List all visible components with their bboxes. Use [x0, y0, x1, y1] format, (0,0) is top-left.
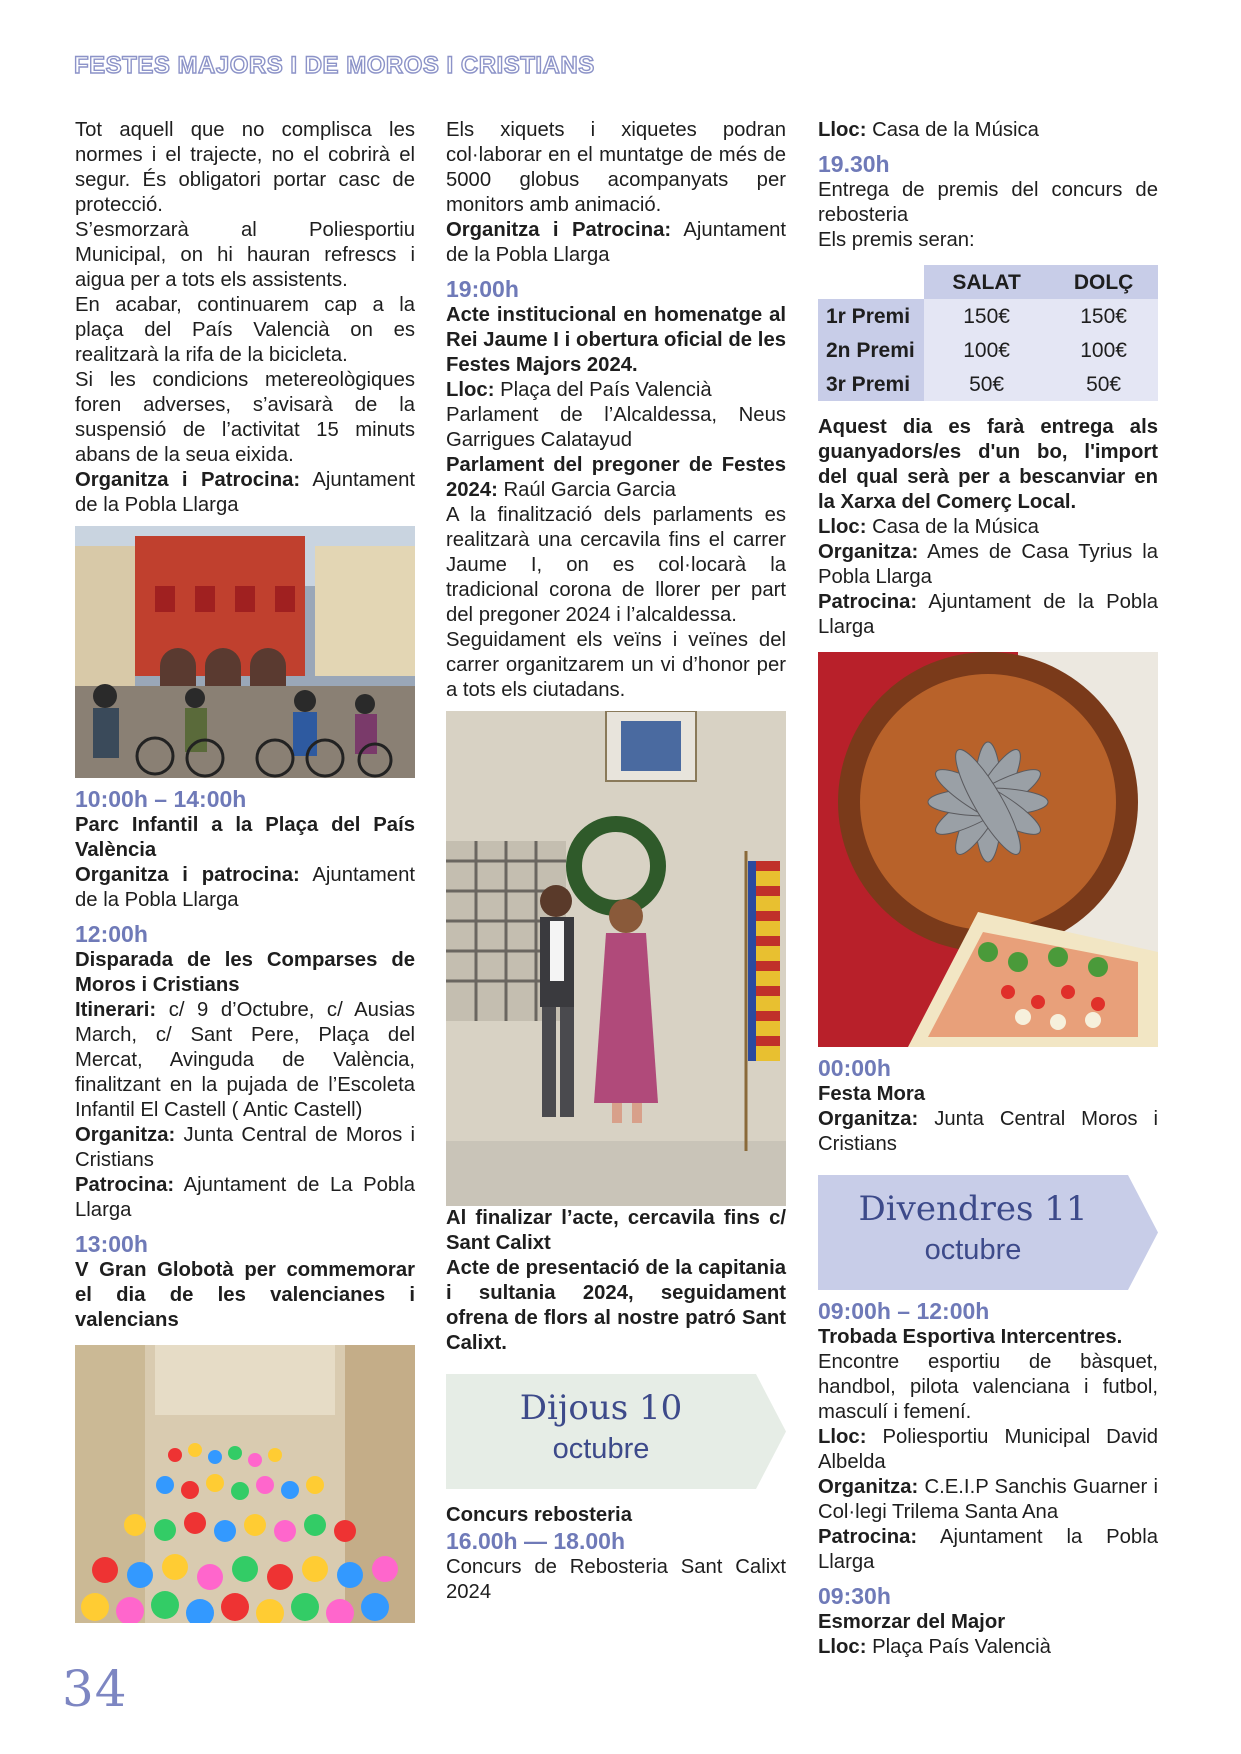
prizes-intro: Els premis seran: — [818, 229, 975, 251]
location-label: Lloc: — [818, 1636, 867, 1658]
location-value: Plaça País Valencià — [866, 1636, 1051, 1658]
banner-month: octubre — [552, 1433, 650, 1465]
herald-line — [446, 453, 786, 503]
organizer-value: Ajuntament de la Pobla Llarga — [446, 219, 786, 266]
event-time: 16.00h — 18.00h — [446, 1528, 625, 1554]
table-row — [818, 299, 1158, 333]
location-line — [818, 1635, 1158, 1660]
prize-salat: 100€ — [924, 333, 1049, 367]
day-banner-thursday — [446, 1374, 786, 1489]
organizer-label: Organitza: — [75, 1124, 176, 1146]
parade-note: Al finalizar l’acte, cercavila fins c/ Sant Calixt — [446, 1207, 786, 1254]
organizer-line — [446, 218, 786, 268]
event-title: Disparada de les Comparses de Moros i Cristians — [75, 949, 415, 996]
prize-label: 1r Premi — [818, 299, 924, 333]
location-line — [818, 1425, 1158, 1475]
event-title: Parc Infantil a la Plaça del País València — [75, 814, 415, 861]
event-time: 19.30h — [818, 151, 890, 177]
organizer-label: Organitza: — [818, 541, 919, 563]
organizer-value: Junta Central de Moros i Cristians — [75, 1124, 415, 1171]
itinerary-line — [75, 998, 415, 1123]
voucher-note: Aquest dia es farà entrega als guanyadors/es d'un bo, l'import del qual serà per a bescanviar en la Xarxa del Comerç Local. — [818, 416, 1158, 513]
organizer-label: Organitza i Patrocina: — [75, 469, 301, 491]
table-row — [818, 367, 1158, 401]
organizer-value: Ames de Casa Tyrius la Pobla Llarga — [818, 541, 1158, 588]
column-1 — [75, 118, 415, 1623]
location-label: Lloc: — [818, 119, 867, 141]
wine-paragraph: Seguidament els veïns i veïnes del carrer organitzarem un vi d’honor per a tots els ciutadans. — [446, 629, 786, 701]
event-time: 00:00h — [818, 1055, 891, 1081]
location-value: Poliesportiu Municipal David Albelda — [818, 1426, 1158, 1473]
herald-label: Parlament del pregoner de Festes 2024: — [446, 454, 786, 501]
organizer-value: Ajuntament de la Pobla Llarga — [75, 864, 415, 911]
organizer-label: Organitza: — [818, 1108, 919, 1130]
food-photo — [818, 652, 1158, 1047]
speech-line: Parlament de l’Alcaldessa, Neus Garrigues Calatayud — [446, 404, 786, 451]
organizer-line — [818, 1107, 1158, 1157]
event-time: 10:00h – 14:00h — [75, 786, 247, 812]
day-banner-friday — [818, 1175, 1158, 1290]
event-title: Festa Mora — [818, 1083, 926, 1105]
organizer-value: Junta Central Moros i Cristians — [818, 1108, 1158, 1155]
event-description: Concurs de Rebosteria Sant Calixt 2024 — [446, 1556, 786, 1603]
sponsor-value: Ajuntament de la Pobla Llarga — [818, 591, 1158, 638]
event-time: 19:00h — [446, 276, 519, 302]
sponsor-line — [75, 1173, 415, 1223]
running-header: FESTES MAJORS I DE MOROS I CRISTIANS — [74, 52, 595, 79]
organizer-label: Organitza i patrocina: — [75, 864, 300, 886]
organizer-value: C.E.I.P Sanchis Guarner i Col·legi Trilema Santa Ana — [818, 1476, 1158, 1523]
banner-day: Divendres 11 — [858, 1189, 1088, 1229]
balloons-paragraph: Els xiquets i xiquetes podran col·laborar en el muntatge de més de 5000 globus acompanyats per monitors amb animació. — [446, 119, 786, 216]
sponsor-value: Ajuntament de La Pobla Llarga — [75, 1174, 415, 1221]
captaincy-note: Acte de presentació de la capitania i sultania 2024, seguidament ofrena de flors al nostre patró Sant Calixt. — [446, 1257, 786, 1354]
organizer-value: Ajuntament de la Pobla Llarga — [75, 469, 415, 516]
itinerary-value: c/ 9 d’Octubre, c/ Ausias March, c/ Sant Pere, Plaça del Mercat, Avinguda de València, finalitzant en la pujada de l’Escoleta Infantil El Castell ( Antic Castell) — [75, 999, 415, 1121]
weather-paragraph: Si les condicions metereològiques foren adverses, s’avisarà de la suspensió de l’activitat 15 minuts abans de la seua eixida. — [75, 369, 415, 466]
sponsor-line — [818, 590, 1158, 640]
organizer-label: Organitza i Patrocina: — [446, 219, 672, 241]
location-label: Lloc: — [818, 516, 867, 538]
balloons-photo — [75, 1345, 415, 1623]
cyclists-photo — [75, 526, 415, 778]
event-title: V Gran Globotà per commemorar el dia de les valencianes i valencians — [75, 1259, 415, 1331]
organizer-line — [75, 468, 415, 518]
location-value: Casa de la Música — [866, 516, 1039, 538]
location-label: Lloc: — [446, 379, 495, 401]
banner-day: Dijous 10 — [519, 1388, 683, 1428]
organizer-line — [75, 863, 415, 913]
event-time: 09:30h — [818, 1583, 891, 1609]
event-title: Concurs rebosteria — [446, 1504, 632, 1526]
sponsor-line — [818, 1525, 1158, 1575]
event-description: Entrega de premis del concurs de rebosteria — [818, 179, 1158, 226]
column-header-dolc: DOLÇ — [1049, 265, 1158, 299]
event-time: 13:00h — [75, 1231, 148, 1257]
column-header-salat: SALAT — [924, 265, 1049, 299]
rules-paragraph: Tot aquell que no complisca les normes i el trajecte, no el cobrirà el segur. És obligatori portar casc de protecció. — [75, 119, 415, 216]
prize-salat: 150€ — [924, 299, 1049, 333]
parade-paragraph: A la finalització dels parlaments es realitzarà una cercavila fins el carrer Jaume I, on es col·locarà la tradicional corona de llorer per part del pregoner 2024 i l’alcaldessa. — [446, 504, 786, 626]
location-label: Lloc: — [818, 1426, 867, 1448]
event-description: Encontre esportiu de bàsquet, handbol, pilota valenciana i futbol, masculí i femení. — [818, 1351, 1158, 1423]
banner-month: octubre — [924, 1234, 1022, 1266]
prize-label: 2n Premi — [818, 333, 924, 367]
sponsor-label: Patrocina: — [818, 1526, 918, 1548]
table-row — [818, 333, 1158, 367]
sponsor-label: Patrocina: — [818, 591, 918, 613]
prize-dolc: 50€ — [1049, 367, 1158, 401]
prizes-table — [818, 265, 1158, 401]
ceremony-photo — [446, 711, 786, 1206]
prize-dolc: 100€ — [1049, 333, 1158, 367]
event-title: Trobada Esportiva Intercentres. — [818, 1326, 1123, 1348]
itinerary-label: Itinerari: — [75, 999, 157, 1021]
page-number: 34 — [62, 1660, 128, 1718]
prize-label: 3r Premi — [818, 367, 924, 401]
event-title: Acte institucional en homenatge al Rei Jaume I i obertura oficial de les Festes Majors 2024. — [446, 304, 786, 376]
sponsor-value: Ajuntament la Pobla Llarga — [818, 1526, 1158, 1573]
location-line — [818, 118, 1158, 143]
prize-dolc: 150€ — [1049, 299, 1158, 333]
organizer-line — [818, 540, 1158, 590]
breakfast-paragraph: S’esmorzarà al Poliesportiu Municipal, on hi hauran refrescs i aigua per a tots els assistents. — [75, 219, 415, 291]
location-line — [818, 515, 1158, 540]
column-2 — [446, 118, 786, 1605]
organizer-line — [75, 1123, 415, 1173]
sponsor-label: Patrocina: — [75, 1174, 175, 1196]
column-3 — [818, 118, 1158, 1660]
location-line — [446, 378, 786, 403]
location-value: Plaça del País Valencià — [494, 379, 712, 401]
organizer-label: Organitza: — [818, 1476, 919, 1498]
table-corner — [818, 265, 924, 299]
herald-value: Raúl Garcia Garcia — [497, 479, 676, 501]
prize-salat: 50€ — [924, 367, 1049, 401]
event-title: Esmorzar del Major — [818, 1611, 1006, 1633]
event-time: 12:00h — [75, 921, 148, 947]
event-time: 09:00h – 12:00h — [818, 1298, 990, 1324]
organizer-line — [818, 1475, 1158, 1525]
location-value: Casa de la Música — [866, 119, 1039, 141]
raffle-paragraph: En acabar, continuarem cap a la plaça del País Valencià on es realitzarà la rifa de la bicicleta. — [75, 294, 415, 366]
